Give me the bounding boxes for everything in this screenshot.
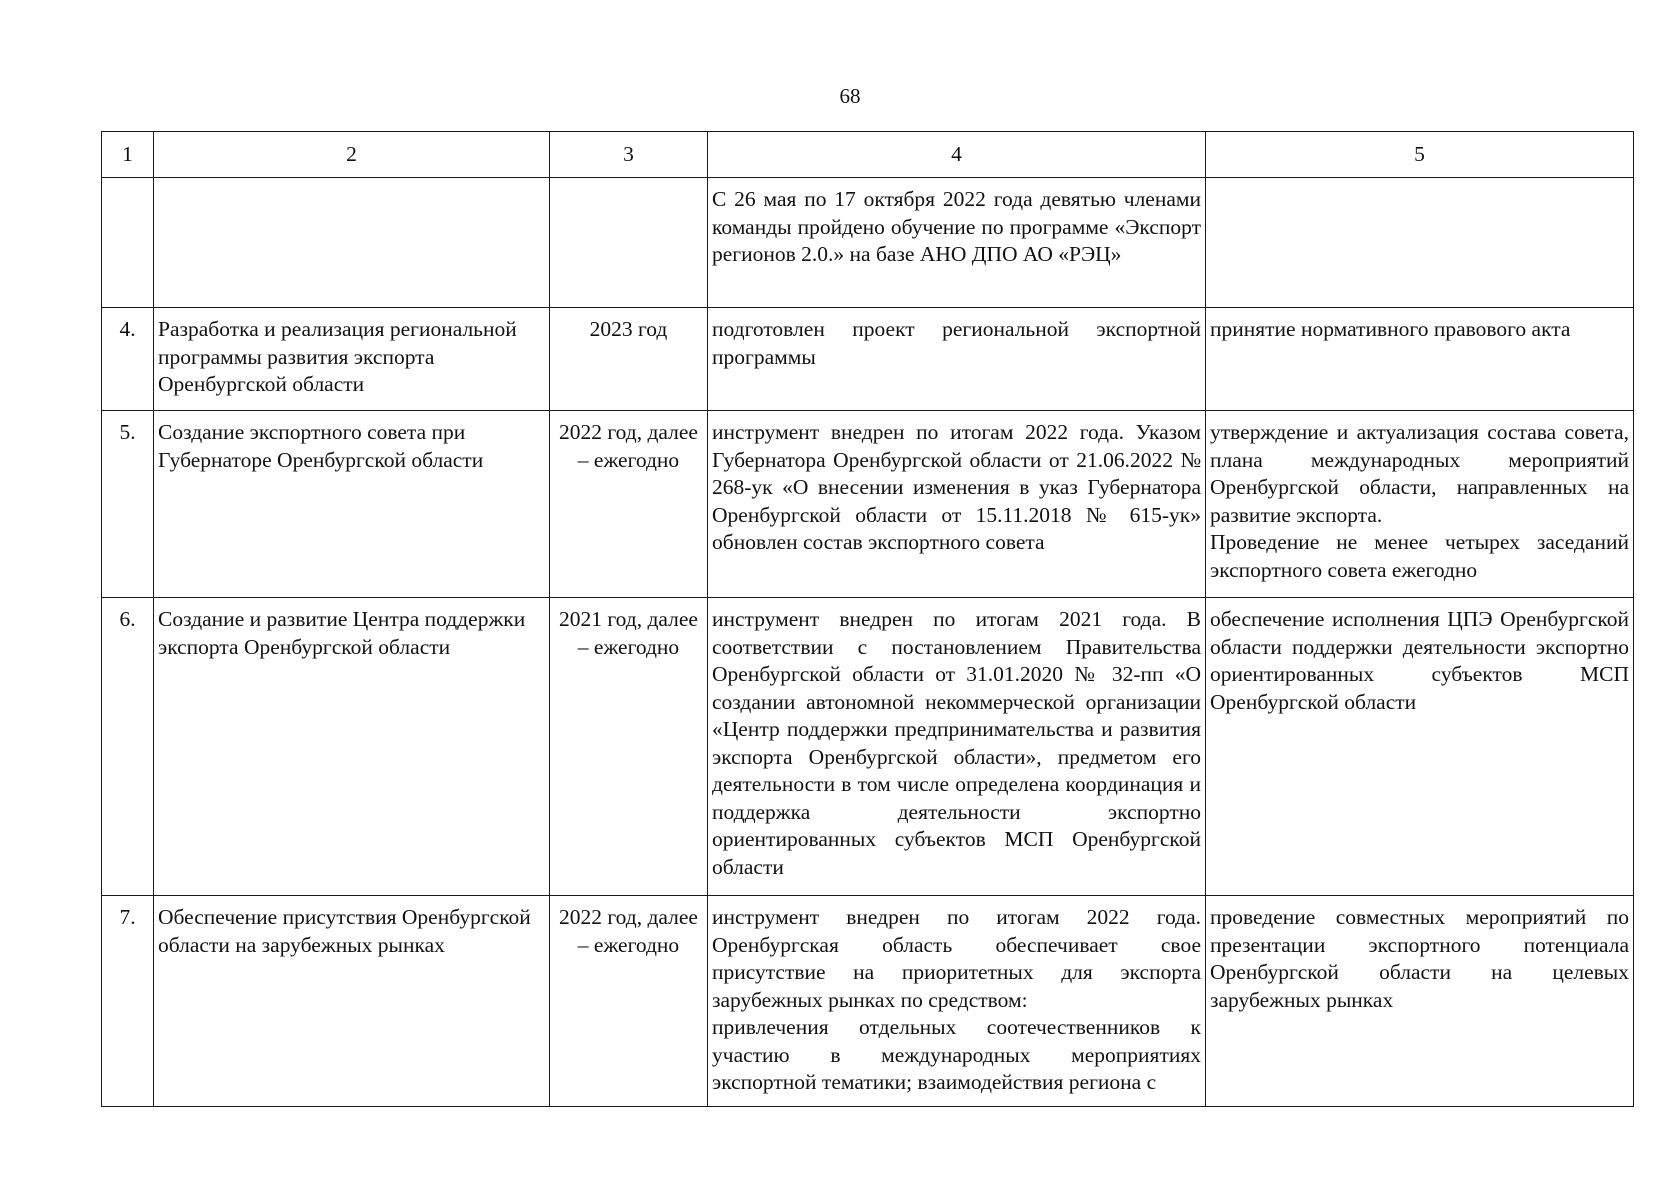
implementation-status [708, 308, 1206, 411]
table-row [102, 598, 1634, 896]
planned-result [1206, 598, 1634, 896]
status-paragraph: инструмент внедрен по итогам 2022 года. Указом Губернатора Оренбургской области от 21.06.2022 № 268-ук «О внесении изменения в указ Губернатора Оренбургской области от 15.11.2018 № 615-ук» обновлен состав экспортного совета [712, 420, 1201, 554]
plan-paragraph: принятие нормативного правового акта [1210, 317, 1571, 341]
implementation-period: 2022 год, далее – ежегодно [550, 896, 708, 1107]
measure-name: Создание экспортного совета при Губернаторе Оренбургской области [154, 411, 550, 598]
plan-paragraph: Проведение не менее четырех заседаний экспортного совета ежегодно [1210, 530, 1629, 582]
planned-result [1206, 896, 1634, 1107]
measure-name: Обеспечение присутствия Оренбургской области на зарубежных рынках [154, 896, 550, 1107]
table-row [102, 896, 1634, 1107]
row-number: 5. [102, 411, 154, 598]
planned-result [1206, 178, 1634, 308]
planned-result [1206, 411, 1634, 598]
implementation-period: 2021 год, далее – ежегодно [550, 598, 708, 896]
implementation-status [708, 178, 1206, 308]
measures-table [101, 131, 1634, 1107]
plan-paragraph: обеспечение исполнения ЦПЭ Оренбургской области поддержки деятельности экспортно ориентированных субъектов МСП Оренбургской области [1210, 607, 1629, 714]
row-number: 6. [102, 598, 154, 896]
column-header: 3 [550, 132, 708, 178]
implementation-status [708, 896, 1206, 1107]
status-paragraph: привлечения отдельных соотечественников к участию в международных мероприятиях экспортной тематики; взаимодействия региона с [712, 1015, 1201, 1094]
table-row [102, 411, 1634, 598]
measure-name: Разработка и реализация региональной программы развития экспорта Оренбургской области [154, 308, 550, 411]
row-number: 4. [102, 308, 154, 411]
plan-paragraph: утверждение и актуализация состава совета, плана международных мероприятий Оренбургской области, направленных на развитие экспорта. [1210, 420, 1629, 527]
implementation-status [708, 598, 1206, 896]
planned-result [1206, 308, 1634, 411]
measure-name: Создание и развитие Центра поддержки экспорта Оренбургской области [154, 598, 550, 896]
plan-paragraph: проведение совместных мероприятий по презентации экспортного потенциала Оренбургской области на целевых зарубежных рынках [1210, 905, 1629, 1012]
status-paragraph: инструмент внедрен по итогам 2021 года. В соответствии с постановлением Правительства Оренбургской области от 31.01.2020 № 32-пп «О создании автономной некоммерческой организации «Центр поддержки предпринимательства и развития экспорта Оренбургской области», предметом его деятельности в том числе определена координация и поддержка деятельности экспортно ориентированных субъектов МСП Оренбургской области [712, 607, 1201, 879]
status-paragraph: С 26 мая по 17 октября 2022 года девятью членами команды пройдено обучение по программе «Экспорт регионов 2.0.» на базе АНО ДПО АО «РЭЦ» [712, 187, 1201, 266]
page-number: 68 [839, 84, 861, 108]
table-header-row [102, 132, 1634, 178]
column-header: 1 [102, 132, 154, 178]
status-paragraph: подготовлен проект региональной экспортной программы [712, 317, 1201, 369]
row-number: 7. [102, 896, 154, 1107]
status-paragraph: инструмент внедрен по итогам 2022 года. Оренбургская область обеспечивает свое присутствие на приоритетных для экспорта зарубежных рынках по средством: [712, 905, 1201, 1012]
column-header: 4 [708, 132, 1206, 178]
table-row [102, 308, 1634, 411]
column-header: 5 [1206, 132, 1634, 178]
implementation-status [708, 411, 1206, 598]
implementation-period: 2022 год, далее – ежегодно [550, 411, 708, 598]
table-row [102, 178, 1634, 308]
implementation-period: 2023 год [550, 308, 708, 411]
implementation-period [550, 178, 708, 308]
column-header: 2 [154, 132, 550, 178]
measure-name [154, 178, 550, 308]
row-number [102, 178, 154, 308]
